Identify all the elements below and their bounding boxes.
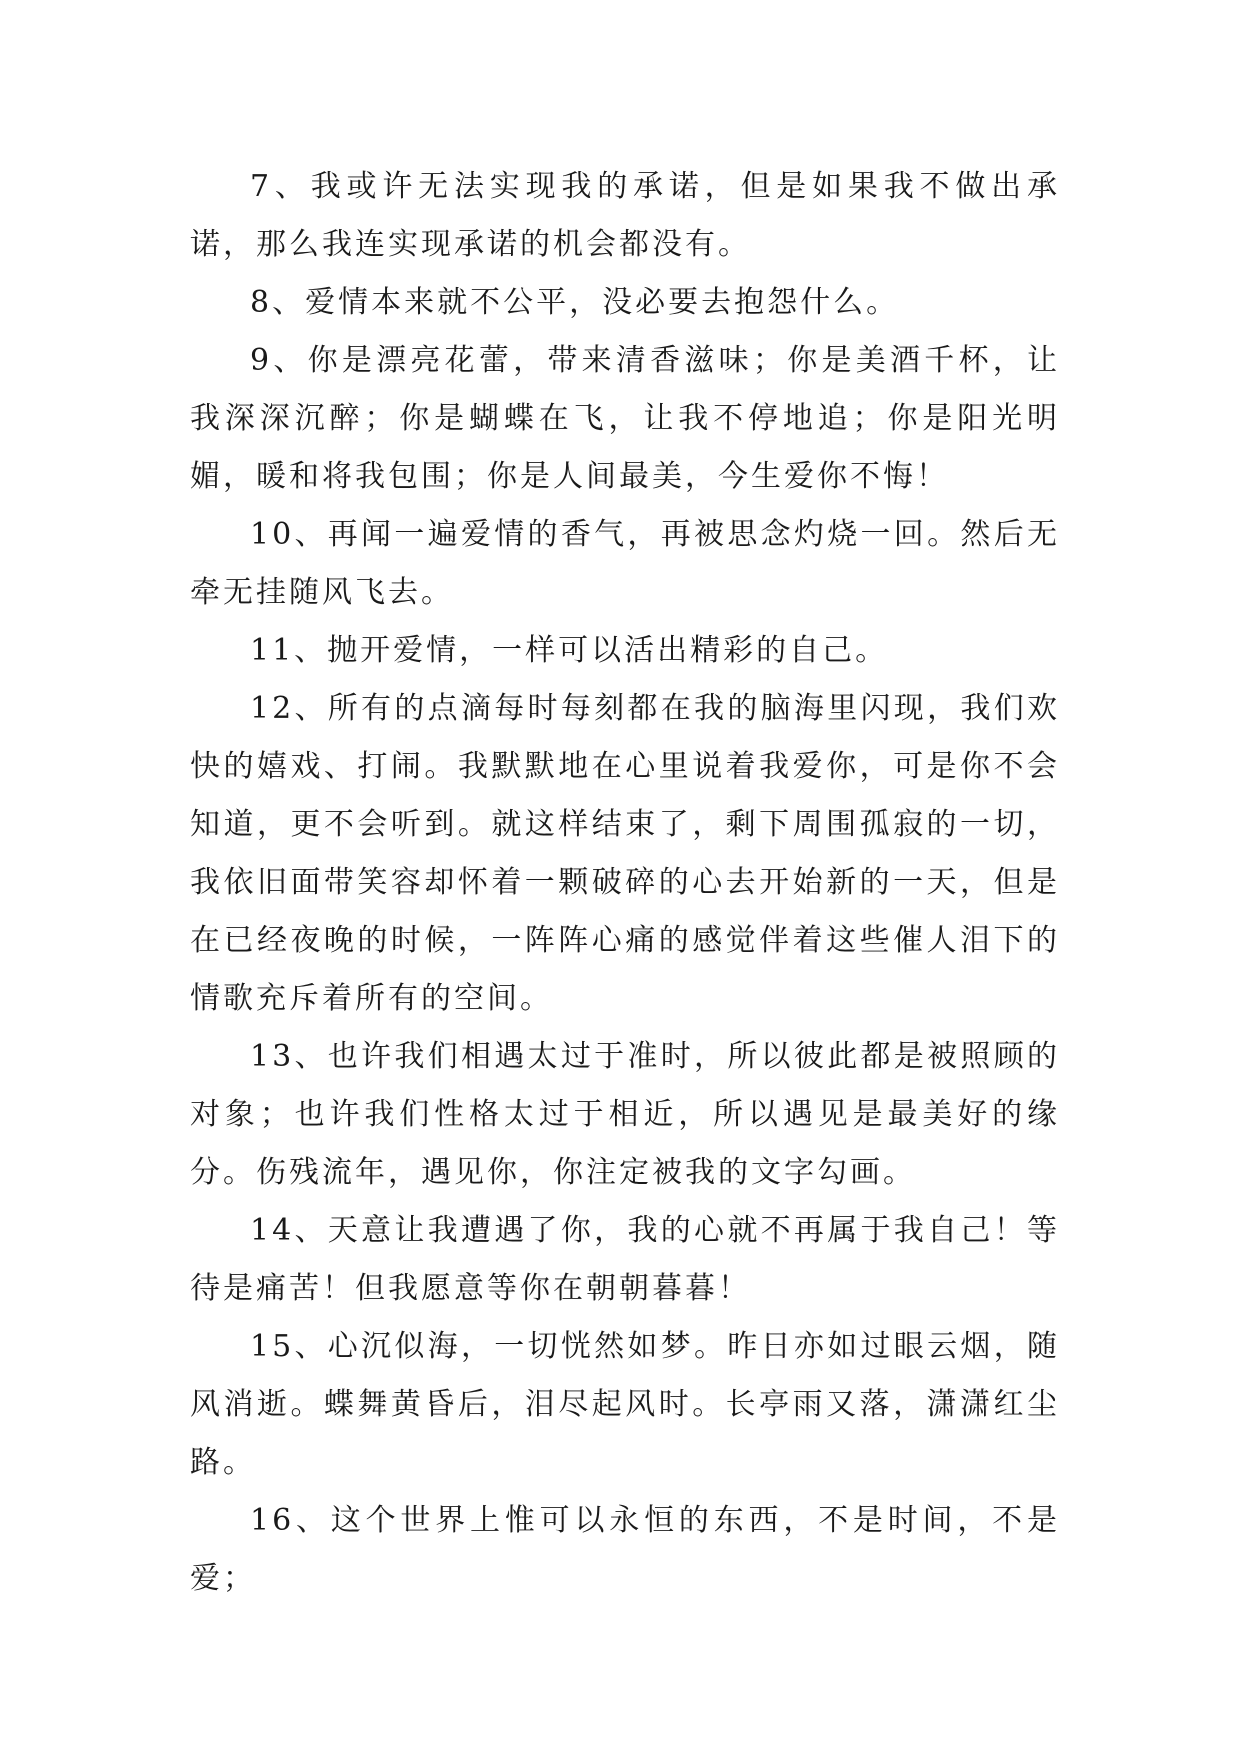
paragraph-7: 7、我或许无法实现我的承诺，但是如果我不做出承诺，那么我连实现承诺的机会都没有。 xyxy=(190,169,1060,262)
paragraph-13: 13、也许我们相遇太过于准时，所以彼此都是被照顾的对象；也许我们性格太过于相近，所以遇见是最美好的缘分。伤残流年，遇见你，你注定被我的文字勾画。 xyxy=(190,1039,1060,1190)
paragraph-12: 12、所有的点滴每时每刻都在我的脑海里闪现，我们欢快的嬉戏、打闹。我默默地在心里说着我爱你，可是你不会知道，更不会听到。就这样结束了，剩下周围孤寂的一切，我依旧面带笑容却怀着一颗破碎的心去开始新的一天，但是在已经夜晚的时候，一阵阵心痛的感觉伴着这些催人泪下的情歌充斥着所有的空间。 xyxy=(190,691,1060,1016)
paragraph-9: 9、你是漂亮花蕾，带来清香滋味；你是美酒千杯，让我深深沉醉；你是蝴蝶在飞，让我不停地追；你是阳光明媚，暖和将我包围；你是人间最美，今生爱你不悔！ xyxy=(190,343,1060,494)
paragraph-10: 10、再闻一遍爱情的香气，再被思念灼烧一回。然后无牵无挂随风飞去。 xyxy=(190,517,1060,610)
paragraph-16: 16、这个世界上惟可以永恒的东西，不是时间，不是爱； xyxy=(190,1503,1060,1596)
paragraph-8: 8、爱情本来就不公平，没必要去抱怨什么。 xyxy=(250,285,900,320)
paragraph-11: 11、抛开爱情，一样可以活出精彩的自己。 xyxy=(250,633,889,668)
paragraph-14: 14、天意让我遭遇了你，我的心就不再属于我自己！等待是痛苦！但我愿意等你在朝朝暮暮！ xyxy=(190,1213,1060,1306)
paragraph-15: 15、心沉似海，一切恍然如梦。昨日亦如过眼云烟，随风消逝。蝶舞黄昏后，泪尽起风时。长亭雨又落，潇潇红尘路。 xyxy=(190,1329,1060,1480)
document-body xyxy=(190,158,1060,1608)
